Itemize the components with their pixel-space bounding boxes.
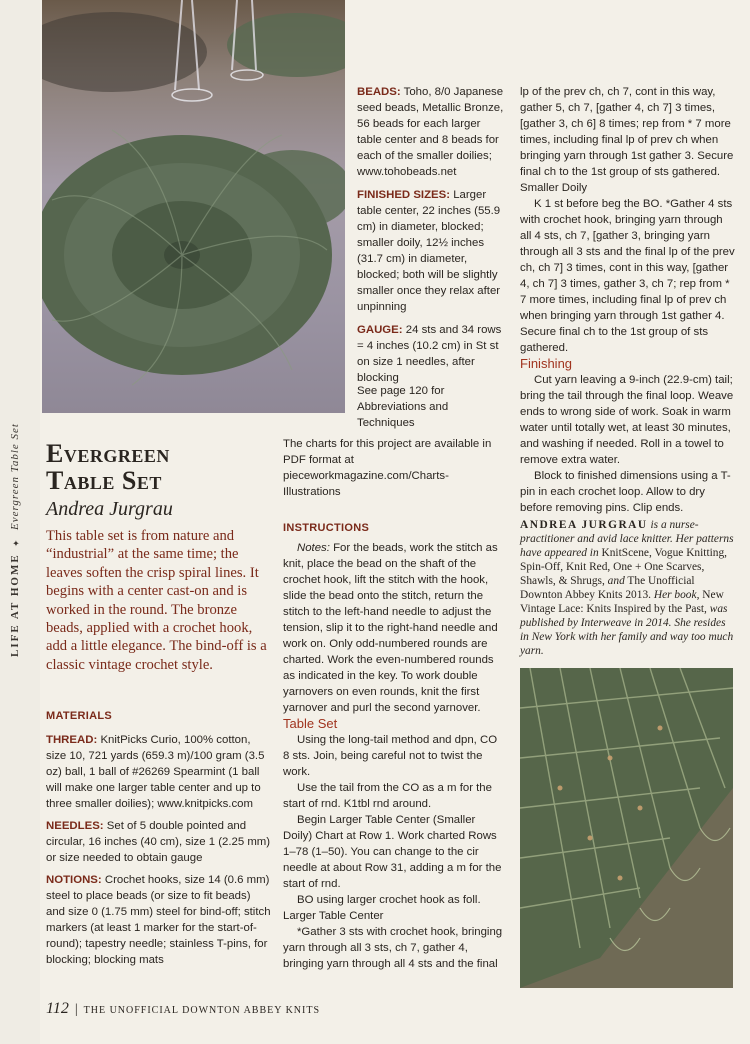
instruction-paragraph-3: Begin Larger Table Center (Smaller Doily) Chart at Row 1. Work charted Rows 1–78 (1–50). You can change to the cir needle at about Row 31, adding a m for the start of rnd. (283, 814, 502, 890)
footer-divider: | (74, 1002, 78, 1017)
table-set-heading: Table Set (283, 716, 338, 731)
instruction-paragraph-1: Using the long-tail method and dpn, CO 8 sts. Join, being careful not to twist the work. (283, 734, 498, 778)
author-bio (520, 518, 735, 658)
notions-label: NOTIONS: (46, 874, 102, 886)
instructions-heading: INSTRUCTIONS (283, 522, 370, 534)
beads-text: Toho, 8/0 Japanese seed beads, Metallic Bronze, 56 beads for each larger table center and 8 beads for each of the smaller doilies; www.tohobeads.net (357, 86, 504, 178)
finished-sizes-label: FINISHED SIZES: (357, 189, 451, 201)
notes-label: Notes: (297, 542, 330, 554)
notions-spec (46, 872, 271, 968)
specs-column (357, 84, 507, 393)
thread-text: KnitPicks Curio, 100% cotton, size 10, 721 yards (659.3 m)/100 gram (3.5 oz) ball, 1 ball of #26269 Spearmint (1 ball will make one larger table center and up to three smaller doilies); www.knitpicks.com (46, 734, 265, 810)
needles-text: Set of 5 double pointed and circular, 16 inches (40 cm), size 1 (2.25 mm) or size needed to obtain gauge (46, 820, 271, 864)
doily-photo-art (42, 0, 345, 413)
gauge-spec (357, 322, 507, 386)
lace-closeup-art (520, 668, 733, 988)
instruction-paragraph-5: *Gather 3 sts with crochet hook, bringing yarn through all 3 sts, ch 7, gather 4, bringing yarn through all 4 sts and the final (283, 926, 503, 970)
beads-spec (357, 84, 507, 180)
thread-label: THREAD: (46, 734, 98, 746)
gauge-label: GAUGE: (357, 324, 403, 336)
bio-text-c: and (607, 575, 625, 587)
materials-heading: MATERIALS (46, 710, 113, 722)
charts-note: The charts for this project are available in PDF format at pieceworkmagazine.com/Charts-Illustrations (283, 438, 492, 498)
smaller-doily-text: K 1 st before beg the BO. *Gather 4 sts with crochet hook, bringing yarn through all 4 sts, ch 7, [gather 3, bringing yarn through all 3 sts and the final lp of the prev ch, ch 7] 3 times, cont in this way, [gather 4, ch 7] 3 times, gather 3, ch 7; rep from * 7 more times, including final lp of prev ch when bringing yarn through 1st gather 4. Secure final ch to the 1st group of sts gathered. (520, 198, 735, 354)
running-head-section: LIFE AT HOME (9, 553, 21, 657)
notes-paragraph (283, 540, 505, 716)
notes-text: For the beads, work the stitch as knit, place the bead on the shaft of the crochet hook, lift the stitch with the hook, slide the bead onto the stitch, return the stitch to the left-hand needle to adjust the tension, slip it to the right-hand needle and work on. Only odd-numbered rounds are charted. Work the even-numbered rounds as indicated in the key. To work double yarnovers on even rounds, knit the first yarnover and purl the second yarnover. (283, 542, 498, 714)
finished-sizes-text: Larger table center, 22 inches (55.9 cm) in diameter, blocked; smaller doily, 12½ inches (31.7 cm) in diameter, blocked; both will be slightly smaller once they relax after unpinning (357, 189, 501, 313)
instructions-column (283, 436, 505, 972)
bio-text-g: was published by Interweave in 2014. She resides in New York with her family and way too much yarn. (520, 603, 734, 657)
bio-text-b: KnitScene, Vogue Knitting, Spin-Off, Knit Red, One + One Scarves, Shawls, & Shrugs, (520, 547, 728, 587)
needles-spec (46, 818, 271, 866)
larger-table-center-label: Larger Table Center (283, 910, 384, 922)
finishing-paragraph-2: Block to finished dimensions using a T-pin in each crochet loop. Allow to dry before removing pins. Clip ends. (520, 470, 731, 514)
notions-text: Crochet hooks, size 14 (0.6 mm) steel to place beads (or size to fit beads) and size 0 (1.75 mm) steel for bind-off; stitch markers (at least 1 marker for the start-of-round); tapestry needle; stainless T-pins, for blocking; blocking mats (46, 874, 271, 966)
finished-sizes-spec (357, 187, 507, 315)
bio-text-a: is a nurse-practitioner and avid lace knitter. Her patterns have appeared in (520, 519, 734, 559)
instruction-paragraph-4: BO using larger crochet hook as foll. (297, 894, 481, 906)
intro-paragraph: This table set is from nature and “industrial” at the same time; the leaves soften the crisp spiral lines. It begins with a center cast-on and is worked in the round. The bronze beads, applied with a crochet hook, add a little elegance. The bind-off is a classic vintage crochet style. (46, 528, 267, 673)
lace-closeup-photo (520, 668, 733, 988)
continued-paragraph: lp of the prev ch, ch 7, cont in this way, gather 5, ch 7, [gather 4, ch 7] 3 times, [gather 3, ch 6] 8 times; rep from * 7 more times, including final lp of prev ch when bringing yarn through 1st gather 3. Secure final ch to the 1st group of sts gathered. (520, 86, 734, 178)
finishing-heading: Finishing (520, 356, 573, 371)
instruction-paragraph-2: Use the tail from the CO as a m for the start of rnd. K1tbl rnd around. (283, 782, 492, 810)
gauge-text: 24 sts and 34 rows = 4 inches (10.2 cm) in St st on size 1 needles, after blocking (357, 324, 502, 384)
bio-text-d: The Unofficial Downton Abbey Knits 2013. (520, 575, 695, 601)
right-column (520, 84, 735, 516)
title-block (46, 440, 271, 674)
running-head-separator-icon: ✦ (10, 536, 20, 548)
needles-label: NEEDLES: (46, 820, 104, 832)
author-byline: Andrea Jurgrau (46, 498, 173, 520)
smaller-doily-label: Smaller Doily (520, 182, 588, 194)
running-head (4, 420, 26, 660)
article-title (46, 440, 271, 494)
page-number: 112 (46, 1000, 69, 1017)
page-footer (46, 1000, 446, 1020)
title-line-1: Evergreen (46, 439, 170, 468)
beads-label: BEADS: (357, 86, 401, 98)
finishing-paragraph-1: Cut yarn leaving a 9-inch (22.9-cm) tail; bring the tail through the final loop. Weave ends to wrong side of work. Soak in warm water until totally wet, at least 30 minutes, and washing if needed. Roll in a towel to remove extra water. (520, 374, 734, 466)
thread-spec (46, 732, 271, 812)
book-title: THE UNOFFICIAL DOWNTON ABBEY KNITS (83, 1005, 321, 1016)
bio-text-e: Her book, (653, 589, 700, 601)
doily-photo (42, 0, 345, 413)
abbreviations-note: See page 120 for Abbreviations and Techniques (357, 385, 449, 429)
title-line-2: Table Set (46, 466, 162, 495)
bio-name: ANDREA JURGRAU (520, 519, 648, 531)
bio-text-f: New Vintage Lace: Knits Inspired by the Past, (520, 589, 724, 615)
running-head-title: Evergreen Table Set (9, 423, 21, 531)
materials-section (46, 708, 271, 974)
